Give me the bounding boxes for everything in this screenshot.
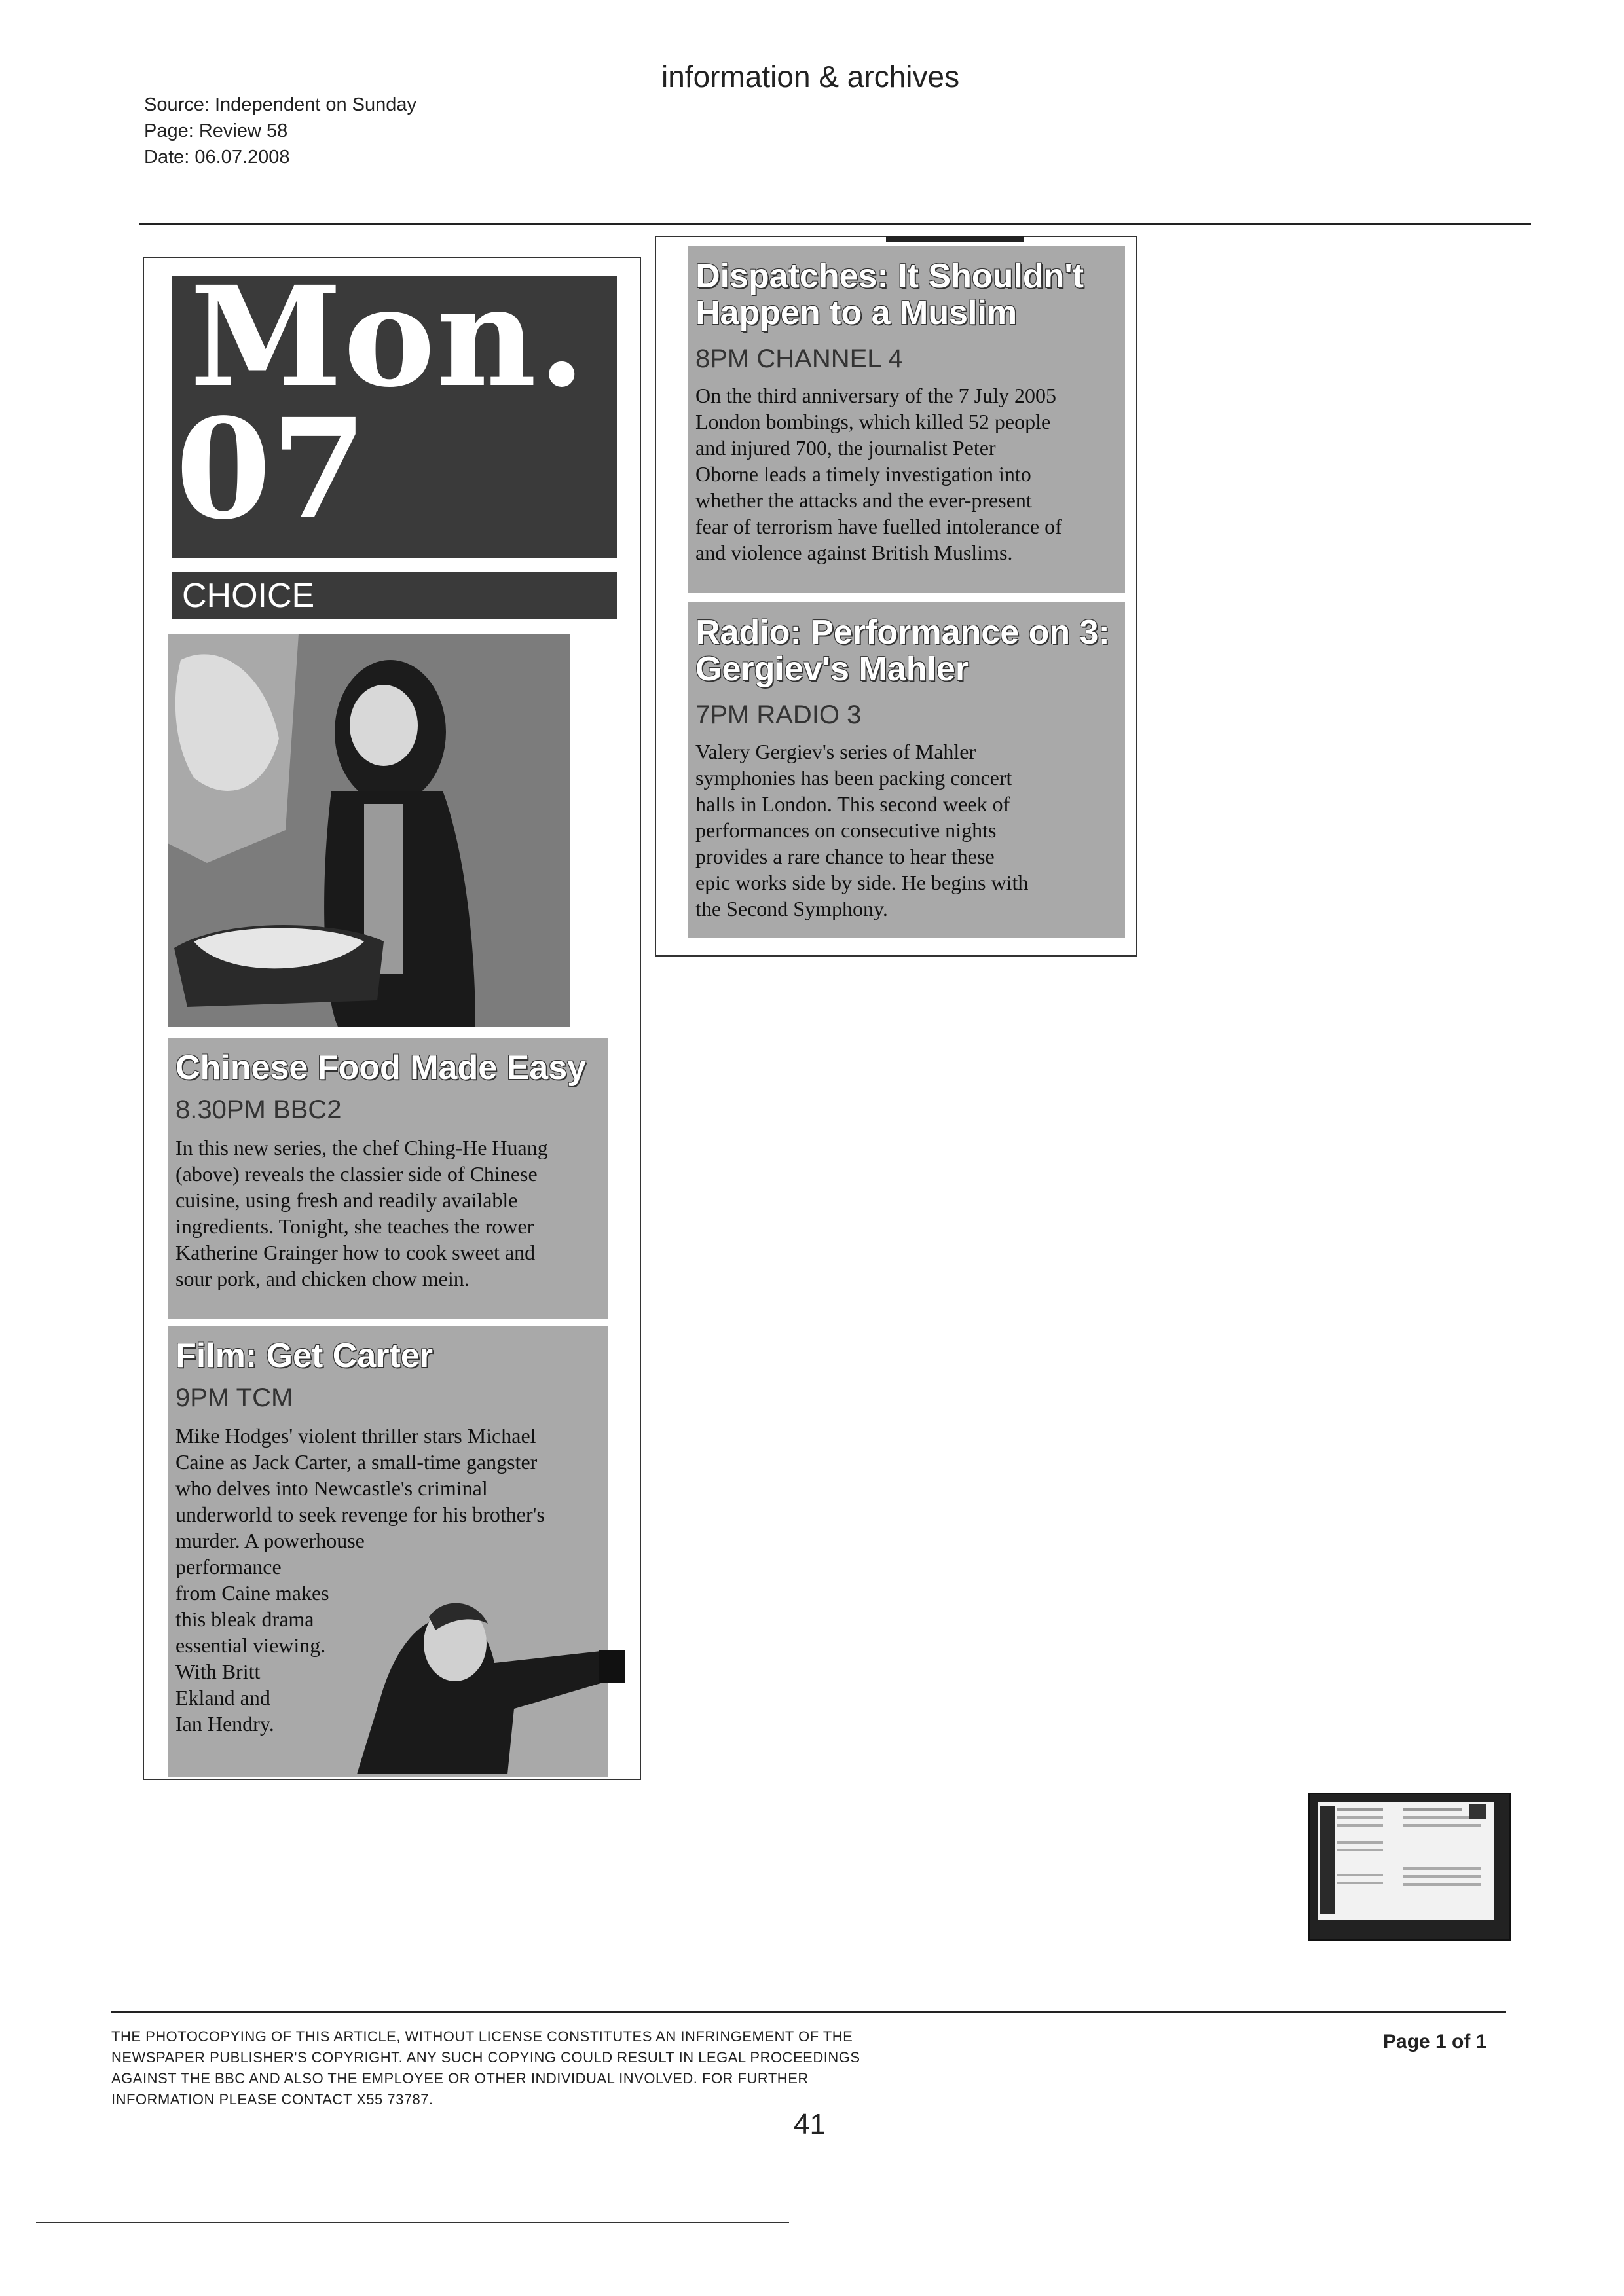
date-day: Mon. bbox=[190, 256, 587, 418]
food-title: Chinese Food Made Easy bbox=[175, 1049, 587, 1087]
date-line: Date: 06.07.2008 bbox=[144, 147, 290, 168]
source-meta bbox=[144, 92, 416, 170]
thumbnail-preview bbox=[1318, 1802, 1494, 1920]
radio-title bbox=[695, 614, 1110, 687]
text-line: who delves into Newcastle's criminal bbox=[175, 1476, 488, 1500]
food-description bbox=[175, 1135, 601, 1292]
text-line: performances on consecutive nights bbox=[695, 818, 997, 842]
text-line: Oborne leads a timely investigation into bbox=[695, 462, 1031, 486]
text-line: from Caine makes bbox=[175, 1581, 329, 1605]
copyright-notice bbox=[111, 2026, 917, 2110]
text-line: On the third anniversary of the 7 July 2005 bbox=[695, 384, 1056, 407]
notice-line: INFORMATION PLEASE CONTACT X55 73787. bbox=[111, 2091, 434, 2107]
title-line: Radio: Performance on 3: bbox=[695, 613, 1110, 651]
title-line: Gergiev's Mahler bbox=[695, 650, 969, 688]
choice-label: CHOICE bbox=[182, 577, 315, 615]
text-line: Katherine Grainger how to cook sweet and bbox=[175, 1241, 536, 1264]
text-line: whether the attacks and the ever-present bbox=[695, 488, 1032, 512]
text-line: Ian Hendry. bbox=[175, 1712, 274, 1736]
food-listing bbox=[168, 1038, 608, 1319]
text-line: Caine as Jack Carter, a small-time gangster bbox=[175, 1450, 538, 1474]
text-line: performance bbox=[175, 1555, 282, 1578]
page-title: information & archives bbox=[661, 60, 960, 94]
page-count: Page 1 of 1 bbox=[1383, 2031, 1487, 2052]
text-line: sour pork, and chicken chow mein. bbox=[175, 1267, 470, 1290]
dispatches-listing bbox=[688, 246, 1125, 593]
text-line: murder. A powerhouse bbox=[175, 1529, 365, 1552]
radio-time: 7PM RADIO 3 bbox=[695, 701, 862, 729]
text-line: the Second Symphony. bbox=[695, 897, 888, 920]
text-line: cuisine, using fresh and readily available bbox=[175, 1188, 518, 1212]
caine-photo bbox=[357, 1571, 625, 1774]
notice-line: NEWSPAPER PUBLISHER'S COPYRIGHT. ANY SUCH COPYING COULD RESULT IN LEGAL PROCEEDINGS bbox=[111, 2049, 860, 2066]
text-line: essential viewing. bbox=[175, 1633, 326, 1657]
title-line: Happen to a Muslim bbox=[695, 294, 1018, 332]
notice-line: AGAINST THE BBC AND ALSO THE EMPLOYEE OR OTHER INDIVIDUAL INVOLVED. FOR FURTHER bbox=[111, 2070, 809, 2086]
title-line: Dispatches: It Shouldn't bbox=[695, 257, 1084, 295]
header-divider bbox=[139, 223, 1531, 225]
text-line: London bombings, which killed 52 people bbox=[695, 410, 1051, 433]
text-line: Mike Hodges' violent thriller stars Michael bbox=[175, 1424, 536, 1448]
text-line: ingredients. Tonight, she teaches the rower bbox=[175, 1214, 534, 1238]
text-line: In this new series, the chef Ching-He Huang bbox=[175, 1136, 548, 1159]
text-line: With Britt bbox=[175, 1660, 261, 1683]
text-line: provides a rare chance to hear these bbox=[695, 845, 995, 868]
chef-photo bbox=[168, 634, 570, 1027]
text-line: underworld to seek revenge for his brother's bbox=[175, 1503, 545, 1526]
notice-line: THE PHOTOCOPYING OF THIS ARTICLE, WITHOUT LICENSE CONSTITUTES AN INFRINGEMENT OF THE bbox=[111, 2028, 853, 2045]
text-line: epic works side by side. He begins with bbox=[695, 871, 1029, 894]
page-line: Page: Review 58 bbox=[144, 120, 288, 141]
film-title: Film: Get Carter bbox=[175, 1337, 433, 1375]
text-line: and violence against British Muslims. bbox=[695, 541, 1013, 564]
source-line: Source: Independent on Sunday bbox=[144, 94, 416, 115]
dispatches-title bbox=[695, 258, 1084, 331]
page-number: 41 bbox=[794, 2108, 826, 2140]
dispatches-time: 8PM CHANNEL 4 bbox=[695, 344, 903, 373]
bottom-divider bbox=[36, 2222, 789, 2223]
text-line: fear of terrorism have fuelled intolerance of bbox=[695, 515, 1062, 538]
dispatches-description bbox=[695, 382, 1121, 566]
top-black-strip bbox=[886, 236, 1024, 242]
text-line: Valery Gergiev's series of Mahler bbox=[695, 740, 976, 763]
text-line: (above) reveals the classier side of Chinese bbox=[175, 1162, 538, 1186]
food-time: 8.30PM BBC2 bbox=[175, 1095, 342, 1124]
radio-listing bbox=[688, 602, 1125, 938]
text-line: and injured 700, the journalist Peter bbox=[695, 436, 996, 460]
date-number: 07 bbox=[175, 388, 367, 550]
text-line: halls in London. This second week of bbox=[695, 792, 1010, 816]
radio-description bbox=[695, 738, 1121, 922]
text-line: Ekland and bbox=[175, 1686, 270, 1709]
footer-divider bbox=[111, 2011, 1506, 2013]
text-line: this bleak drama bbox=[175, 1607, 314, 1631]
film-time: 9PM TCM bbox=[175, 1383, 293, 1412]
text-line: symphonies has been packing concert bbox=[695, 766, 1012, 790]
